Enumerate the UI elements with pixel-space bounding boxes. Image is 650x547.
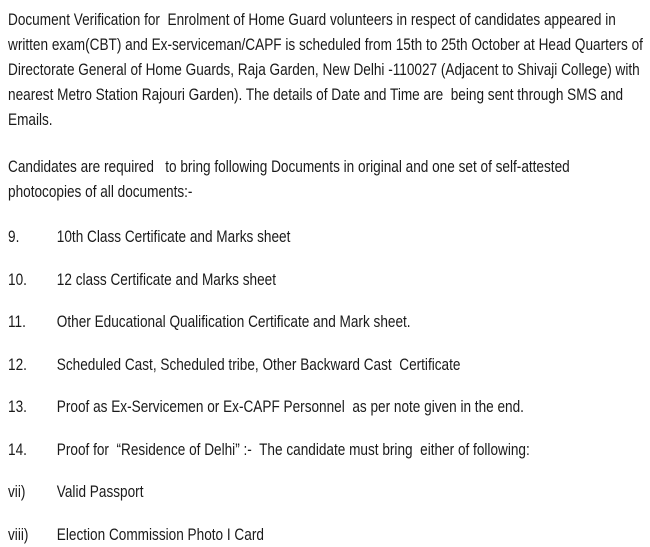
paragraph-line: Document Verification for Enrolment of Home Guard volunteers in respect of candidates appeared in [8,10,616,29]
list-item-marker: 14. [8,439,27,459]
documents-list [8,224,650,547]
intro-paragraph [8,7,650,132]
list-item [8,224,650,249]
instructions-paragraph [8,154,650,204]
list-item-text: Proof as Ex-Servicemen or Ex-CAPF Personnel as per note given in the end. [56,397,524,416]
list-item-marker: 11. [8,312,26,331]
paragraph-line: Candidates are required to bring following Documents in original and one set of self-attested [8,157,570,176]
paragraph-line: Emails. [8,110,53,129]
list-item-marker: 10. [8,269,27,289]
list-item-marker: 9. [8,227,20,246]
list-item [8,479,650,504]
list-item-marker: 12. [8,354,27,374]
list-item-text: Election Commission Photo I Card [56,524,264,544]
paragraph-line: nearest Metro Station Rajouri Garden). The details of Date and Time are being sent through SMS and [8,85,624,104]
paragraph-line: written exam(CBT) and Ex-serviceman/CAPF is scheduled from 15th to 25th October at Head Quarters of [8,35,643,54]
list-item-text: 10th Class Certificate and Marks sheet [56,227,291,246]
list-item-text: Proof for “Residence of Delhi” :- The candidate must bring either of following: [56,439,530,459]
paragraph-line: Directorate General of Home Guards, Raja Garden, New Delhi -110027 (Adjacent to Shivaji College) with [8,60,640,79]
list-item-marker: 13. [8,397,27,416]
list-item-text: 12 class Certificate and Marks sheet [56,269,277,289]
list-item [8,352,650,377]
list-item [8,267,650,292]
paragraph-line: photocopies of all documents:- [8,182,193,201]
list-item [8,309,650,334]
list-item [8,394,650,419]
list-item-text: Other Educational Qualification Certificate and Mark sheet. [56,312,411,331]
list-item-marker: viii) [8,524,29,544]
list-item-text: Valid Passport [56,482,144,501]
list-item [8,437,650,462]
list-item [8,522,650,547]
list-item-text: Scheduled Cast, Scheduled tribe, Other Backward Cast Certificate [56,354,461,374]
list-item-marker: vii) [8,482,26,501]
